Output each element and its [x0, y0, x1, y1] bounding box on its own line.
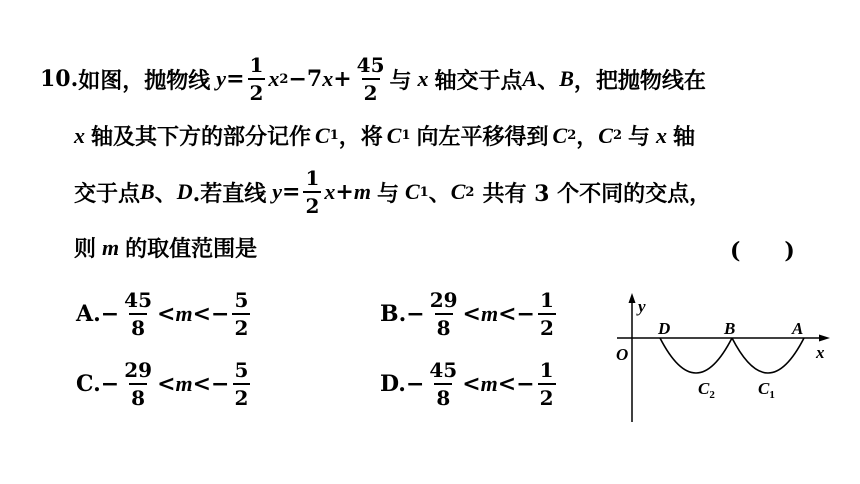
var-m: m: [102, 234, 120, 260]
option-label: A.−: [76, 301, 120, 327]
var-y: y: [216, 66, 227, 91]
curve-C1: C: [404, 179, 420, 204]
numerator: 1: [539, 358, 554, 382]
equals: =: [282, 179, 301, 205]
numerator: 45: [429, 358, 458, 382]
curve-C2: C: [552, 122, 568, 148]
denominator: 8: [129, 383, 147, 408]
curve-C1: C: [386, 122, 402, 148]
point-B: B: [140, 179, 155, 204]
numerator: 1: [249, 53, 264, 77]
subscript: 2: [465, 184, 475, 200]
denominator: 2: [362, 78, 380, 103]
numerator: 45: [356, 53, 385, 77]
numerator: 29: [124, 358, 153, 382]
fraction: [232, 290, 250, 338]
fraction: [538, 360, 556, 408]
var-m: m: [480, 371, 498, 396]
denominator: 2: [538, 383, 556, 408]
text: 交于点: [74, 180, 141, 207]
x-axis-label: x: [816, 343, 825, 362]
denominator: 2: [538, 313, 556, 338]
less-than: <: [462, 371, 481, 397]
var-m: m: [175, 301, 193, 326]
option-label: C.−: [76, 371, 120, 397]
point-D: D: [176, 179, 193, 204]
origin-label: O: [616, 345, 629, 364]
fraction: [122, 290, 154, 338]
less-than: <: [157, 301, 176, 327]
option-b[interactable]: [380, 290, 559, 338]
var-m: m: [175, 371, 193, 396]
point-b-label: B: [724, 319, 736, 338]
subscript: 1: [329, 128, 339, 143]
option-label: B.−: [380, 301, 425, 327]
curve-c1-label: [758, 379, 775, 401]
fraction: [122, 360, 154, 408]
option-c[interactable]: [76, 360, 253, 408]
answer-parentheses: ( ): [730, 238, 795, 264]
curve-c2-label: [698, 379, 715, 401]
numerator: 1: [539, 288, 554, 312]
comma: ，: [576, 124, 599, 150]
point-a-label: A: [792, 319, 804, 338]
option-d[interactable]: [380, 360, 559, 408]
question-line-1: [40, 55, 706, 103]
question-line-2: [74, 120, 695, 151]
fraction-1-2: [248, 55, 266, 103]
y-axis-label: y: [638, 297, 646, 316]
point-B: B: [559, 66, 574, 91]
less-than: <−: [498, 301, 535, 327]
denominator: 2: [233, 383, 251, 408]
denominator: 8: [434, 383, 452, 408]
text: 则: [74, 236, 97, 262]
var-x: x: [322, 66, 334, 91]
curve-c1: [732, 338, 804, 373]
question-line-4: [74, 232, 257, 263]
curve-C2: C: [450, 179, 466, 204]
var-x: x: [656, 122, 668, 148]
sep: 、: [537, 67, 560, 94]
denominator: 2: [303, 191, 321, 216]
less-than: <−: [192, 371, 230, 397]
fraction-1-2: [303, 168, 321, 216]
x-axis-arrow-icon: [819, 335, 830, 342]
subscript: 1: [401, 128, 411, 143]
text: 共有 3 个不同的交点，: [482, 180, 712, 207]
numerator: 5: [234, 358, 249, 382]
var-x: x: [268, 66, 280, 91]
text: 如图，抛物线: [78, 67, 211, 94]
curve-c2-subscript: 2: [709, 389, 715, 401]
exponent: 2: [279, 71, 289, 87]
less-than: <: [157, 371, 176, 397]
var-y: y: [272, 179, 283, 204]
subscript: 2: [567, 128, 577, 143]
plus: +: [333, 66, 352, 92]
numerator: 5: [234, 288, 249, 312]
sep: 、: [154, 180, 177, 207]
sep: 、: [428, 180, 451, 207]
text: 与: [389, 67, 412, 94]
question-number: 10.: [40, 66, 79, 92]
text: 与: [376, 180, 399, 207]
fraction: [427, 360, 459, 408]
text: 向左平移得到: [416, 124, 549, 150]
numerator: 45: [124, 288, 153, 312]
text: 的取值范围是: [125, 236, 258, 262]
curve-c1-letter: C: [758, 379, 770, 398]
fraction: [233, 360, 251, 408]
curve-C2: C: [598, 122, 613, 148]
option-label: D.−: [380, 371, 425, 397]
text: 轴交于点: [434, 67, 523, 94]
curve-c1-subscript: 1: [769, 389, 775, 401]
less-than: <: [462, 301, 481, 327]
equals: =: [226, 66, 245, 92]
var-x: x: [74, 122, 85, 148]
subscript: 1: [419, 184, 429, 200]
point-A: A: [522, 66, 538, 91]
denominator: 8: [129, 313, 147, 338]
var-x: x: [417, 66, 429, 91]
text: ，把抛物线在: [573, 67, 706, 94]
plus: +: [335, 179, 354, 205]
var-m: m: [353, 179, 371, 204]
curve-c2-letter: C: [698, 379, 710, 398]
curve-c2: [660, 338, 732, 373]
parabola-graph: [612, 290, 842, 425]
less-than: <−: [192, 301, 230, 327]
text: ，将: [338, 124, 383, 150]
var-x: x: [324, 179, 336, 204]
denominator: 2: [248, 78, 266, 103]
point-d-label: D: [658, 319, 671, 338]
var-m: m: [480, 301, 499, 326]
fraction-45-2: [355, 55, 387, 103]
denominator: 8: [435, 313, 453, 338]
subscript: 2: [612, 128, 622, 143]
text: 与: [628, 124, 651, 150]
question-line-3: [74, 168, 711, 216]
option-a[interactable]: [76, 290, 253, 338]
term: −7: [288, 66, 323, 92]
fraction: [428, 290, 460, 338]
numerator: 1: [305, 166, 320, 190]
less-than: <−: [497, 371, 535, 397]
y-axis-arrow-icon: [629, 293, 636, 303]
fraction: [538, 290, 556, 338]
curve-C1: C: [315, 122, 330, 148]
text: 轴: [673, 124, 696, 150]
denominator: 2: [232, 313, 250, 338]
text: .若直线: [192, 180, 267, 207]
numerator: 29: [429, 288, 458, 312]
text: 轴及其下方的部分记作: [91, 124, 312, 150]
